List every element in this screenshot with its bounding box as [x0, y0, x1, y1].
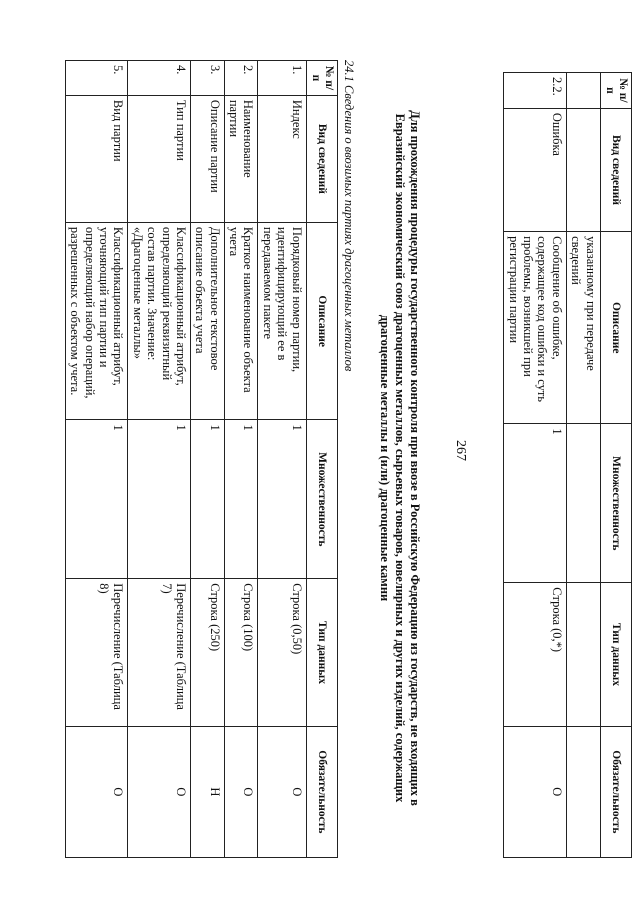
cell-type: Перечисление (Таблица 8): [65, 579, 128, 727]
table-row: [65, 61, 128, 858]
cell-type: Перечисление (Таблица 7): [128, 579, 191, 727]
table-row: [224, 61, 258, 858]
cell-mult: 1: [258, 420, 306, 579]
col-desc-header: Описание: [600, 232, 631, 424]
col-req-header: Обязательность: [306, 726, 337, 857]
col-type-header: Тип данных: [600, 583, 631, 726]
cell-empty: [566, 108, 600, 231]
cell-desc: Дополнительное текстовое описание объекта учета: [190, 222, 224, 420]
cell-num: 1.: [258, 61, 306, 96]
page-number: 267: [453, 440, 468, 461]
cell-kind: Наименование партии: [224, 95, 258, 222]
cell-kind: Вид партии: [65, 95, 128, 222]
cell-type: Строка (100): [224, 579, 258, 727]
col-desc-header: Описание: [306, 222, 337, 420]
section-heading: Для прохождения процедуры государственного контроля при ввозе в Российскую Федерацию из государств, не входящих в Евразийский экономический союз драгоценных металлов, сырьевых товаров, ювелирных и других изделий, содержащих драгоценные металлы и (или) драгоценные камни: [378, 110, 422, 806]
cell-mult: 1: [190, 420, 224, 579]
col-num-header: № п/п: [306, 61, 337, 96]
cell-desc: Сообщение об ошибке, содержащее код ошибки и суть проблемы, возникшей при регистрации партии: [504, 232, 567, 424]
cell-mult: 1: [65, 420, 128, 579]
cell-empty: [566, 73, 600, 109]
table-caption: 24.1 Сведения о ввозимых партиях драгоценных металлов: [342, 60, 356, 372]
cell-desc: Классификационный атрибут, определяющий реквизитный состав партии. Значение: «Драгоценные металлы»: [128, 222, 191, 420]
cell-empty: [566, 424, 600, 583]
cell-num: 4.: [128, 61, 191, 96]
col-kind-header: Вид сведений: [306, 95, 337, 222]
cell-req: Н: [190, 726, 224, 857]
table-row: [504, 73, 567, 858]
cell-req: О: [504, 726, 567, 857]
col-type-header: Тип данных: [306, 579, 337, 727]
cell-req: О: [258, 726, 306, 857]
cell-kind: Описание партии: [190, 95, 224, 222]
table-row: [258, 61, 306, 858]
table-row: [128, 61, 191, 858]
table-header-row: [600, 73, 631, 858]
cell-desc: Краткое наименование объекта учета: [224, 222, 258, 420]
cell-type: Строка (250): [190, 579, 224, 727]
cell-type: Строка (0,50): [258, 579, 306, 727]
cell-desc: Порядковый номер партии, идентифицирующий ее в передаваемом пакете: [258, 222, 306, 420]
cell-kind: Ошибка: [504, 108, 567, 231]
error-table: [503, 72, 632, 858]
col-num-header: № п/п: [600, 73, 631, 109]
col-mult-header: Множественность: [306, 420, 337, 579]
cell-type: Строка (0,*): [504, 583, 567, 726]
cell-mult: 1: [128, 420, 191, 579]
cell-desc: Классификационный атрибут, уточняющий тип партии и определяющий набор операций, разрешенных с объектом учета.: [65, 222, 128, 420]
cell-num: 2.: [224, 61, 258, 96]
cell-req: О: [224, 726, 258, 857]
cell-continued-description: указанному при передаче сведений: [566, 232, 600, 424]
cell-kind: Индекс: [258, 95, 306, 222]
table-header-row: [306, 61, 337, 858]
cell-req: О: [65, 726, 128, 857]
cell-kind: Тип партии: [128, 95, 191, 222]
cell-num: 5.: [65, 61, 128, 96]
batches-table: [65, 60, 338, 858]
cell-empty: [566, 726, 600, 857]
cell-mult: 1: [504, 424, 567, 583]
cell-empty: [566, 583, 600, 726]
cell-num: 2.2.: [504, 73, 567, 109]
cell-req: О: [128, 726, 191, 857]
table-row: [190, 61, 224, 858]
cell-num: 3.: [190, 61, 224, 96]
col-req-header: Обязательность: [600, 726, 631, 857]
cell-mult: 1: [224, 420, 258, 579]
table-row: [566, 73, 600, 858]
col-mult-header: Множественность: [600, 424, 631, 583]
col-kind-header: Вид сведений: [600, 108, 631, 231]
